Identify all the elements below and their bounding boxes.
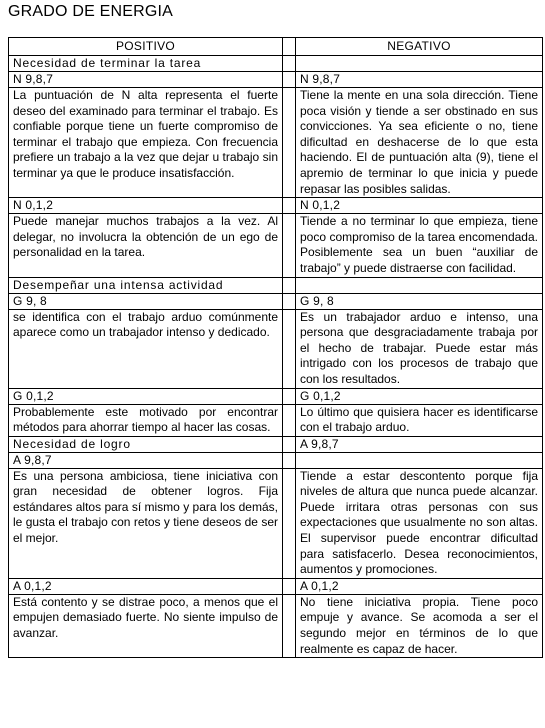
score-label-row — [9, 388, 543, 404]
header-row — [9, 38, 543, 56]
negative-description: Tiende a estar descontento porque fija niveles de altura que nunca puede alcanzar. Puede irritara otras personas con sus expectaciones que usualmente no son altas. El supervisor puede encontrar dificultad para satisfacerlo. Desea reconocimientos, aumentos y promociones. — [296, 468, 543, 578]
score-label-negative: N 0,1,2 — [296, 198, 543, 214]
score-label-row — [9, 452, 543, 468]
score-label-positive: G 0,1,2 — [9, 388, 283, 404]
negative-description: Tiene la mente en una sola dirección. Tiene poca visión y tiende a ser obstinado en sus convicciones. Ya sea eficiente o no, tiene dificultad en deshacerse de lo que esta haciendo. El de puntuación alta (9), tiene el apremio de terminar lo que inicia y puede repasar las posibles salidas. — [296, 88, 543, 198]
negative-description: Tiende a no terminar lo que empieza, tiene poco compromiso de la tarea encomendada. Posiblemente sea un buen “auxiliar de trabajo” y puede distraerse con facilidad. — [296, 214, 543, 277]
score-label-positive: A 9,8,7 — [9, 452, 283, 468]
section-title: Necesidad de terminar la tarea — [9, 56, 283, 72]
score-label-negative: N 9,8,7 — [296, 72, 543, 88]
positive-description: Es una persona ambiciosa, tiene iniciativa con gran necesidad de obtener logros. Fija estándares altos para sí mismo y para los demás, le gusta el trabajo con retos y tiene deseos de ser el mejor. — [9, 468, 283, 578]
score-label-positive: A 0,1,2 — [9, 578, 283, 594]
description-row — [9, 309, 543, 388]
header-gap — [283, 38, 296, 56]
score-label-negative: G 9, 8 — [296, 293, 543, 309]
positive-description: se identifica con el trabajo arduo comúnmente aparece como un trabajador intenso y dedicado. — [9, 309, 283, 388]
score-label-negative: A 0,1,2 — [296, 578, 543, 594]
section-row — [9, 436, 543, 452]
header-negative: NEGATIVO — [296, 38, 543, 56]
description-row — [9, 404, 543, 436]
description-row — [9, 594, 543, 657]
score-label-positive: N 0,1,2 — [9, 198, 283, 214]
description-row — [9, 468, 543, 578]
score-label-positive: N 9,8,7 — [9, 72, 283, 88]
header-positive: POSITIVO — [9, 38, 283, 56]
section-title: Necesidad de logro — [9, 436, 283, 452]
section-title: Desempeñar una intensa actividad — [9, 277, 283, 293]
page-title: GRADO DE ENERGIA — [8, 3, 174, 20]
section-row — [9, 277, 543, 293]
score-label-row — [9, 578, 543, 594]
score-label-negative: G 0,1,2 — [296, 388, 543, 404]
positive-description: Está contento y se distrae poco, a menos que el empujen demasiado fuerte. No siente impulso de avanzar. — [9, 594, 283, 657]
description-row — [9, 88, 543, 198]
positive-description: Puede manejar muchos trabajos a la vez. Al delegar, no involucra la obtención de un ego de personalidad en la tarea. — [9, 214, 283, 277]
score-label-row — [9, 293, 543, 309]
negative-description: Lo último que quisiera hacer es identificarse con el trabajo arduo. — [296, 404, 543, 436]
section-row — [9, 56, 543, 72]
negative-description: Es un trabajador arduo e intenso, una persona que desgraciadamente trabaja por el hecho de trabajar. Puede estar más intrigado con los procesos de trabajo que con los resultados. — [296, 309, 543, 388]
score-label-row — [9, 72, 543, 88]
description-row — [9, 214, 543, 277]
score-label-positive: G 9, 8 — [9, 293, 283, 309]
score-label-row — [9, 198, 543, 214]
positive-description: Probablemente este motivado por encontrar métodos para ahorrar tiempo al hacer las cosas. — [9, 404, 283, 436]
score-label-negative: A 9,8,7 — [296, 436, 543, 452]
negative-description: No tiene iniciativa propia. Tiene poco empuje y avance. Se acomoda a ser el segundo mejor en términos de lo que realmente es capaz de hacer. — [296, 594, 543, 657]
positive-description: La puntuación de N alta representa el fuerte deseo del examinado para terminar el trabajo. Es confiable porque tiene un fuerte compromiso de terminar el trabajo que empieza. Con frecuencia prefiere un trabajo a la vez que dejar u trabajo sin terminar ya que le produce insatisfacción. — [9, 88, 283, 198]
energy-table — [8, 37, 543, 658]
